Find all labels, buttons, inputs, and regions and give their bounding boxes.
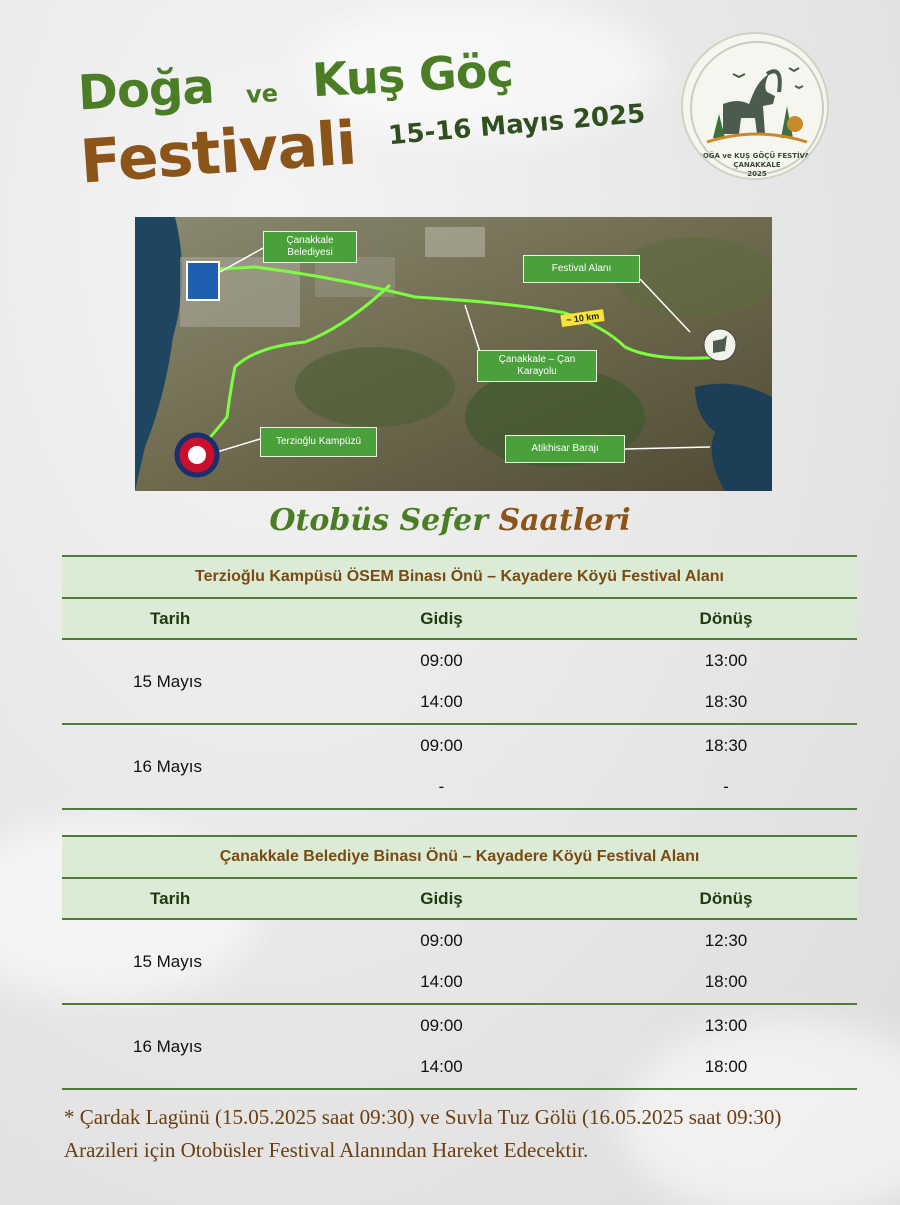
column-header-date: Tarih xyxy=(150,608,191,628)
logo-text-line2: ÇANAKKALE xyxy=(733,161,781,169)
festival-date: 15-16 Mayıs 2025 xyxy=(387,98,647,152)
column-header-return: Dönüş xyxy=(699,888,753,908)
return-time: 13:00 xyxy=(704,1015,748,1035)
return-time: 13:00 xyxy=(704,650,748,670)
table-row-group xyxy=(62,920,857,1005)
departure-time: 09:00 xyxy=(420,930,463,950)
footnote: * Çardak Lagünü (15.05.2025 saat 09:30) ve Suvla Tuz Gölü (16.05.2025 saat 09:30) Arazileri için Otobüsler Festival Alanından Hareket Edecektir. xyxy=(64,1105,782,1162)
map-label-can-karayolu: Çanakkale – Çan Karayolu xyxy=(477,350,597,382)
satellite-map xyxy=(135,217,772,491)
return-times xyxy=(595,920,857,1003)
title-ve: ve xyxy=(245,79,279,109)
schedule-table-belediye xyxy=(62,835,857,1090)
route-title: Çanakkale Belediye Binası Önü – Kayadere Köyü Festival Alanı xyxy=(62,835,857,879)
map-label-canakkale-belediyesi: Çanakkale Belediyesi xyxy=(263,231,357,263)
return-time: 18:30 xyxy=(704,692,748,712)
section-title xyxy=(0,503,900,538)
table-header xyxy=(62,879,857,920)
departure-times xyxy=(288,640,595,723)
departure-time: 09:00 xyxy=(420,650,463,670)
departure-time: 14:00 xyxy=(420,1057,463,1077)
row-date: 15 Mayıs xyxy=(133,951,202,971)
departure-time: - xyxy=(438,777,445,797)
return-time: 12:30 xyxy=(704,930,748,950)
departure-time: 09:00 xyxy=(420,735,463,755)
departure-time: 14:00 xyxy=(420,692,463,712)
column-header-date: Tarih xyxy=(150,888,191,908)
section-title-part1: Otobüs Sefer xyxy=(269,503,489,538)
column-header-departure: Gidiş xyxy=(420,888,463,908)
route-map xyxy=(135,217,772,491)
departure-times xyxy=(288,725,595,808)
return-time: 18:00 xyxy=(704,1057,748,1077)
departure-times xyxy=(288,1005,595,1088)
logo-text-line3: 2025 xyxy=(747,170,767,178)
festival-logo xyxy=(681,32,829,180)
table-row-group xyxy=(62,640,857,725)
row-date: 16 Mayıs xyxy=(133,756,202,776)
title-festivali: Festivali xyxy=(77,108,359,198)
title-kus-goc: Kuş Göç xyxy=(310,42,514,108)
departure-times xyxy=(288,920,595,1003)
table-row-group xyxy=(62,1005,857,1090)
departure-time: 14:00 xyxy=(420,972,463,992)
title-doga: Doğa xyxy=(76,58,215,122)
column-header-departure: Gidiş xyxy=(420,608,463,628)
row-date: 16 Mayıs xyxy=(133,1036,202,1056)
row-date: 15 Mayıs xyxy=(133,671,202,691)
map-label-festival-alani: Festival Alanı xyxy=(523,255,640,283)
return-time: 18:00 xyxy=(704,972,748,992)
route-title: Terzioğlu Kampüsü ÖSEM Binası Önü – Kayadere Köyü Festival Alanı xyxy=(62,555,857,599)
table-header xyxy=(62,599,857,640)
departure-time: 09:00 xyxy=(420,1015,463,1035)
return-time: 18:30 xyxy=(704,735,748,755)
table-row-group xyxy=(62,725,857,810)
return-times xyxy=(595,1005,857,1088)
section-title-part2: Saatleri xyxy=(498,503,631,538)
return-times xyxy=(595,725,857,808)
return-times xyxy=(595,640,857,723)
map-label-atikhisar-baraji: Atikhisar Barajı xyxy=(505,435,625,463)
return-time: - xyxy=(723,777,729,797)
map-label-terzioglu-kampuzu: Terzioğlu Kampüzü xyxy=(260,427,377,457)
logo-text-line1: DOĞA ve KUŞ GÖÇÜ FESTİVALİ xyxy=(697,152,817,160)
column-header-return: Dönüş xyxy=(699,608,753,628)
distance-badge: ~ 10 km xyxy=(560,309,605,327)
schedule-table-terzioglu xyxy=(62,555,857,810)
